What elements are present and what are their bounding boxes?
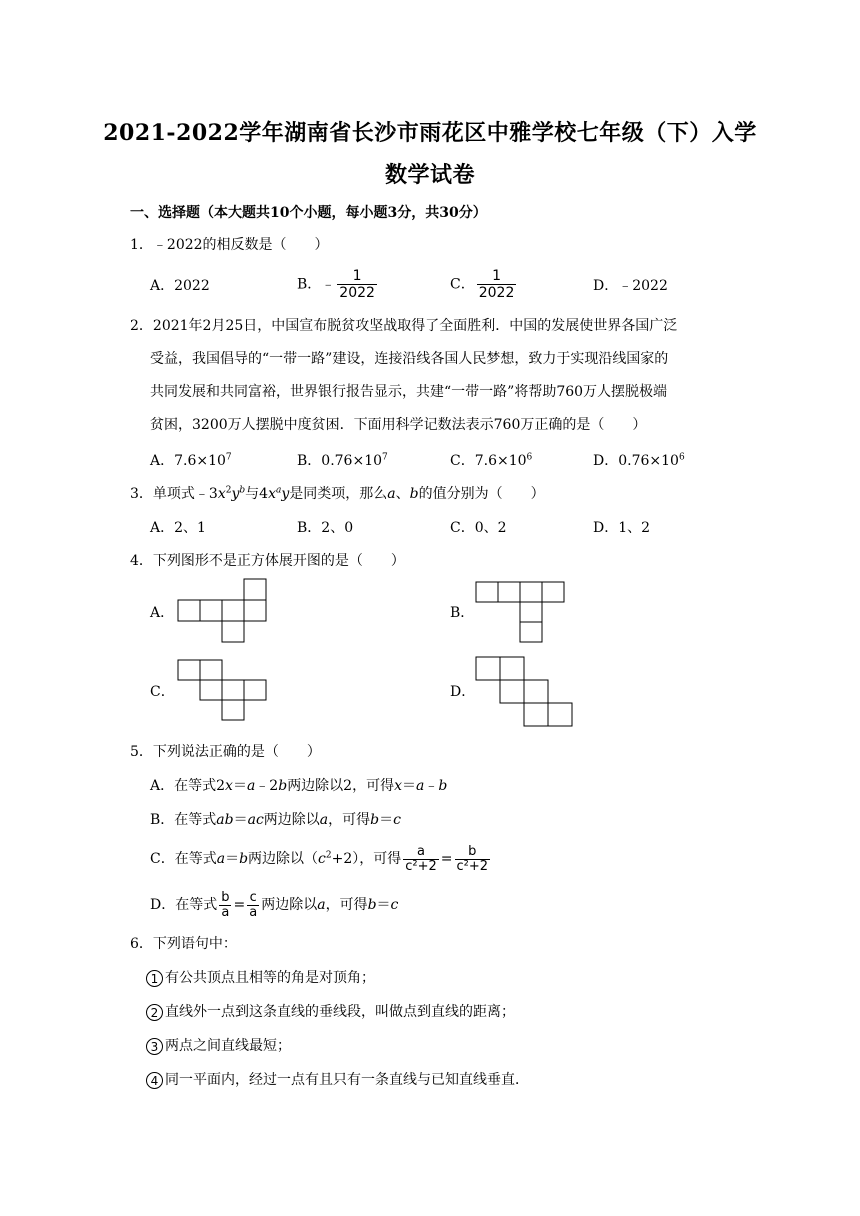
q2-option-a (150, 452, 232, 470)
q3-option-b: B．2、0 (297, 520, 354, 536)
q3-option-d: D．1、2 (593, 520, 651, 536)
q2-option-d-exponent: 6 (678, 452, 685, 463)
fraction-denominator: c²+2 (456, 858, 489, 874)
q6-item-text: 直线外一点到这条直线的垂线段，叫做点到直线的距离； (165, 1004, 515, 1020)
q3-text: 与4 (245, 486, 269, 502)
q5-text: ﹣2 (255, 778, 279, 794)
q6-item-3 (146, 1037, 291, 1055)
q2-option-b-base: B．0.76×10 (297, 453, 383, 469)
var-a: a (319, 812, 329, 828)
exponent-b: b (239, 485, 246, 496)
fraction-numerator: c (249, 889, 257, 905)
q5-text: ，可得 (328, 812, 371, 828)
fraction-numerator: b (221, 889, 230, 905)
var-b: b (367, 897, 377, 913)
net-square (200, 600, 222, 621)
net-square (178, 600, 200, 621)
q3-stem (130, 485, 545, 503)
q5-text: ﹣ (424, 778, 439, 794)
q2-line4: 贫困，3200万人摆脱中度贫困．下面用科学记数法表示760万正确的是（ ） (150, 417, 647, 433)
q2-line1: 2．2021年2月25日，中国宣布脱贫攻坚战取得了全面胜利．中国的发展使世界各国广泛 (130, 318, 678, 334)
circled-number: 1 (146, 970, 163, 987)
q1-option-b-prefix: B．﹣ (297, 276, 336, 293)
q1-option-d: D．﹣2022 (593, 278, 668, 294)
q6-item-text: 同一平面内，经过一点有且只有一条直线与已知直线垂直． (165, 1072, 529, 1088)
q3-text: 是同类项，那么 (289, 486, 388, 502)
q5-text: 两边除以2，可得 (287, 778, 395, 794)
var-ac: ac (247, 812, 264, 828)
q5-stem: 5．下列说法正确的是（ ） (130, 744, 321, 760)
q1-stem: 1．﹣2022的相反数是（ ） (130, 237, 329, 253)
section-heading: 一、选择题（本大题共10个小题，每小题3分，共30分） (130, 205, 487, 221)
fraction-denominator: a (249, 904, 258, 920)
q4-stem: 4．下列图形不是正方体展开图的是（ ） (130, 553, 405, 569)
q4-option-c-label: C． (150, 684, 175, 700)
exam-title-line1: 2021-2022学年湖南省长沙市雨花区中雅学校七年级（下）入学 (103, 120, 757, 146)
q3-text: 3．单项式﹣3 (130, 486, 218, 502)
q5-text: ＝ (225, 851, 240, 867)
net-square (222, 700, 244, 720)
net-square (222, 621, 244, 642)
var-x: x (268, 486, 276, 502)
q2-line3: 共同发展和共同富裕，世界银行报告显示，共建“一带一路”将帮助760万人摆脱极端 (150, 384, 668, 400)
net-square (222, 680, 244, 700)
q4-option-a-label: A． (150, 605, 175, 621)
fraction-denominator: c²+2 (405, 858, 437, 874)
exam-title-line2: 数学试卷 (384, 162, 475, 188)
q1-option-b (297, 268, 379, 301)
net-square (200, 680, 222, 700)
q6-item-2 (146, 1003, 515, 1021)
fraction-b-over-a (219, 891, 231, 920)
q6-stem: 6．下列语句中： (130, 936, 237, 952)
q5-text: 两边除以 (263, 812, 320, 828)
net-square (500, 657, 524, 680)
q2-option-d-base: D．0.76×10 (593, 453, 679, 469)
q1-option-c (450, 268, 518, 301)
net-square (520, 602, 542, 622)
net-square (244, 579, 266, 600)
q4-option-c-net (176, 659, 268, 723)
net-square (542, 582, 564, 602)
q2-option-a-base: A．7.6×10 (150, 453, 226, 469)
fraction-denominator: a (221, 904, 230, 920)
q2-option-a-exponent: 7 (225, 452, 232, 463)
net-square (200, 660, 222, 680)
net-square (178, 660, 200, 680)
q2-option-c (450, 452, 532, 470)
q3-text: 、 (395, 486, 410, 502)
q6-item-text: 有公共顶点且相等的角是对顶角； (165, 970, 375, 986)
var-b: b (409, 486, 419, 502)
exponent-a: a (275, 485, 282, 496)
q4-option-b-label: B． (450, 605, 475, 621)
var-y: y (281, 486, 290, 502)
var-c: c (390, 897, 399, 913)
q2-line2: 受益，我国倡导的“一带一路”建设，连接沿线各国人民梦想，致力于实现沿线国家的 (150, 351, 669, 367)
q4-option-b-net (474, 581, 566, 645)
var-a: a (246, 778, 256, 794)
net-square (244, 680, 266, 700)
net-square (524, 680, 548, 703)
equals-sign: = (440, 851, 453, 867)
q1-option-c-prefix: C． (450, 276, 475, 293)
fraction-numerator: a (417, 843, 426, 859)
var-a: a (216, 851, 226, 867)
q6-item-1 (146, 969, 375, 987)
q3-text: 的值分别为（ ） (418, 486, 545, 502)
var-b: b (239, 851, 249, 867)
q5-text: ＝ (376, 897, 391, 913)
fraction-numerator: 1 (492, 268, 501, 284)
exponent: 2 (325, 850, 332, 861)
q3-option-c: C．0、2 (450, 520, 507, 536)
q5-text: A．在等式2 (150, 778, 226, 794)
net-square (500, 680, 524, 703)
net-square (520, 582, 542, 602)
var-a: a (416, 778, 425, 794)
q5-text: ＝ (233, 812, 248, 828)
q5-text: ＝ (232, 778, 247, 794)
q5-text: C．在等式 (150, 851, 217, 867)
q5-option-b (150, 811, 401, 829)
fraction-b-over-c2plus2 (455, 845, 491, 874)
net-square (476, 582, 498, 602)
q5-text: +2），可得 (331, 851, 402, 867)
equals-sign: = (233, 897, 246, 913)
q5-option-d (150, 887, 398, 923)
var-a: a (317, 897, 326, 913)
q4-option-d-net (474, 656, 578, 728)
q5-text: 两边除以（ (248, 851, 319, 867)
net-square (548, 703, 572, 726)
var-b: b (438, 778, 448, 794)
q6-item-4 (146, 1071, 529, 1089)
q2-option-b-exponent: 7 (382, 452, 388, 463)
q3-option-a: A．2、1 (150, 520, 206, 536)
q2-option-d (593, 452, 685, 470)
net-square (476, 657, 500, 680)
q5-text: ＝ (379, 812, 394, 828)
var-c: c (318, 851, 326, 867)
var-x: x (217, 486, 226, 502)
var-x: x (394, 778, 403, 794)
var-x: x (225, 778, 233, 794)
q2-option-c-exponent: 6 (526, 452, 533, 463)
q4-option-d-label: D． (450, 684, 476, 700)
q5-option-c (150, 841, 492, 877)
exponent: 2 (225, 485, 232, 496)
fraction-c-over-a (247, 891, 259, 920)
fraction-numerator: b (468, 843, 477, 859)
q6-item-text: 两点之间直线最短； (165, 1038, 291, 1054)
var-a: a (387, 486, 396, 502)
fraction-a-over-c2plus2 (403, 845, 439, 874)
net-square (244, 600, 266, 621)
q5-option-a (150, 777, 447, 795)
q4-option-a-net (176, 578, 268, 644)
circled-number: 4 (146, 1072, 163, 1089)
var-b: b (278, 778, 288, 794)
q2-option-b (297, 452, 388, 470)
var-y: y (231, 486, 240, 502)
q1-option-b-fraction (337, 268, 377, 301)
fraction-numerator: 1 (352, 268, 362, 284)
var-ab: ab (216, 812, 234, 828)
q1-option-c-fraction (477, 268, 517, 301)
q5-text: D．在等式 (150, 897, 218, 913)
q2-option-c-base: C．7.6×10 (450, 453, 527, 469)
var-c: c (393, 812, 401, 828)
circled-number: 3 (146, 1038, 163, 1055)
q5-text: 两边除以 (261, 897, 318, 913)
net-square (498, 582, 520, 602)
q5-text: B．在等式 (150, 812, 217, 828)
q1-option-a: A．2022 (150, 278, 210, 294)
q5-text: ，可得 (325, 897, 368, 913)
var-b: b (370, 812, 380, 828)
circled-number: 2 (146, 1004, 163, 1021)
net-square (520, 622, 542, 642)
q5-text: ＝ (402, 778, 417, 794)
fraction-denominator: 2022 (339, 285, 375, 301)
fraction-denominator: 2022 (478, 285, 515, 301)
net-square (524, 703, 548, 726)
net-square (222, 600, 244, 621)
